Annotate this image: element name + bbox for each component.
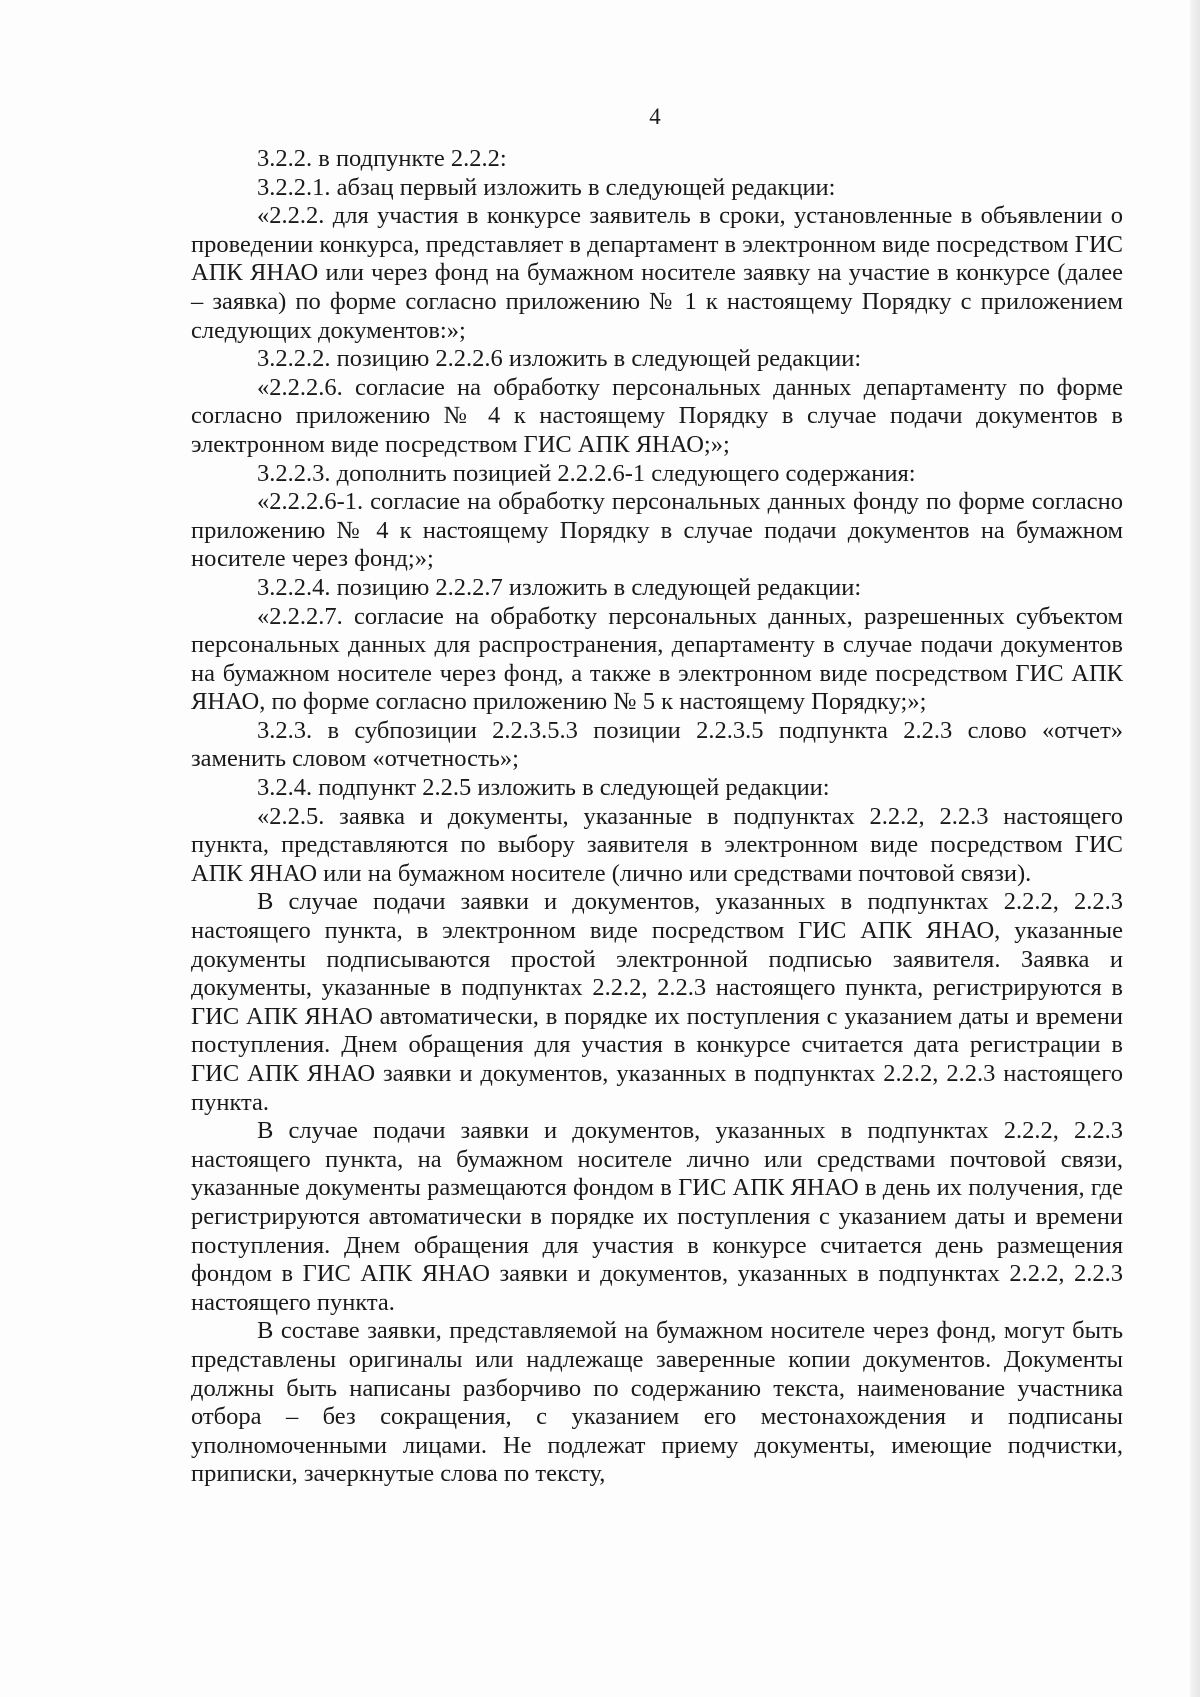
paragraph-quote-2-2-2-6-1: «2.2.2.6-1. согласие на обработку персональных данных фонду по форме согласно приложению № 4 к настоящему Порядку в случае подачи документов на бумажном носителе через фонд;»;	[191, 488, 1123, 573]
paragraph-3-2-2-1: 3.2.2.1. абзац первый изложить в следующей редакции:	[257, 173, 836, 201]
paragraph-3-2-2: 3.2.2. в подпункте 2.2.2:	[257, 145, 507, 172]
paragraph-application-contents: В составе заявки, представляемой на бумажном носителе через фонд, могут быть представлены оригиналы или надлежаще заверенные копии документов. Документы должны быть написаны разборчиво по содержанию текста, наименование участника отбора – без сокращения, с указанием его местонахождения и подписаны уполномоченными лицами. Не подлежат приему документы, имеющие подчистки, приписки, зачеркнутые слова по тексту,	[191, 1317, 1123, 1488]
paragraph-paper-submission: В случае подачи заявки и документов, указанных в подпунктах 2.2.2, 2.2.3 настоящего пункта, на бумажном носителе лично или средствами почтовой связи, указанные документы размещаются фондом в ГИС АПК ЯНАО в день их получения, где регистрируются автоматически в порядке их поступления с указанием даты и времени поступления. Днем обращения для участия в конкурсе считается день размещения фондом в ГИС АПК ЯНАО заявки и документов, указанных в подпунктах 2.2.2, 2.2.3 настоящего пункта.	[191, 1117, 1123, 1316]
scan-edge-shadow	[1190, 0, 1200, 1697]
paragraph-quote-2-2-5: «2.2.5. заявка и документы, указанные в подпунктах 2.2.2, 2.2.3 настоящего пункта, представляются по выбору заявителя в электронном виде посредством ГИС АПК ЯНАО или на бумажном носителе (лично или средствами почтовой связи).	[191, 802, 1123, 887]
page-number: 4	[649, 104, 661, 129]
paragraph-3-2-2-3: 3.2.2.3. дополнить позицией 2.2.2.6-1 следующего содержания:	[257, 459, 916, 487]
paragraph-quote-2-2-2-7: «2.2.2.7. согласие на обработку персональных данных, разрешенных субъектом персональных данных для распространения, департаменту в случае подачи документов на бумажном носителе через фонд, а также в электронном виде посредством ГИС АПК ЯНАО, по форме согласно приложению № 5 к настоящему Порядку;»;	[191, 602, 1123, 716]
paragraph-3-2-4: 3.2.4. подпункт 2.2.5 изложить в следующей редакции:	[257, 774, 830, 802]
paragraph-electronic-submission: В случае подачи заявки и документов, указанных в подпунктах 2.2.2, 2.2.3 настоящего пункта, в электронном виде посредством ГИС АПК ЯНАО, указанные документы подписываются простой электронной подписью заявителя. Заявка и документы, указанные в подпунктах 2.2.2, 2.2.3 настоящего пункта, регистрируются в ГИС АПК ЯНАО автоматически, в порядке их поступления с указанием даты и времени поступления. Днем обращения для участия в конкурсе считается дата регистрации в ГИС АПК ЯНАО заявки и документов, указанных в подпунктах 2.2.2, 2.2.3 настоящего пункта.	[191, 888, 1123, 1116]
document-body	[191, 145, 1123, 1489]
paragraph-quote-2-2-2-6: «2.2.2.6. согласие на обработку персональных данных департаменту по форме согласно приложению № 4 к настоящему Порядку в случае подачи документов в электронном виде посредством ГИС АПК ЯНАО;»;	[191, 373, 1123, 458]
paragraph-3-2-3: 3.2.3. в субпозиции 2.2.3.5.3 позиции 2.2.3.5 подпункта 2.2.3 слово «отчет» заменить словом «отчетность»;	[191, 716, 1123, 773]
paragraph-3-2-2-4: 3.2.2.4. позицию 2.2.2.7 изложить в следующей редакции:	[257, 573, 862, 601]
paragraph-quote-2-2-2: «2.2.2. для участия в конкурсе заявитель в сроки, установленные в объявлении о проведении конкурса, представляет в департамент в электронном виде посредством ГИС АПК ЯНАО или через фонд на бумажном носителе заявку на участие в конкурсе (далее – заявка) по форме согласно приложению № 1 к настоящему Порядку с приложением следующих документов:»;	[191, 202, 1123, 344]
paragraph-3-2-2-2: 3.2.2.2. позицию 2.2.2.6 изложить в следующей редакции:	[257, 345, 862, 373]
